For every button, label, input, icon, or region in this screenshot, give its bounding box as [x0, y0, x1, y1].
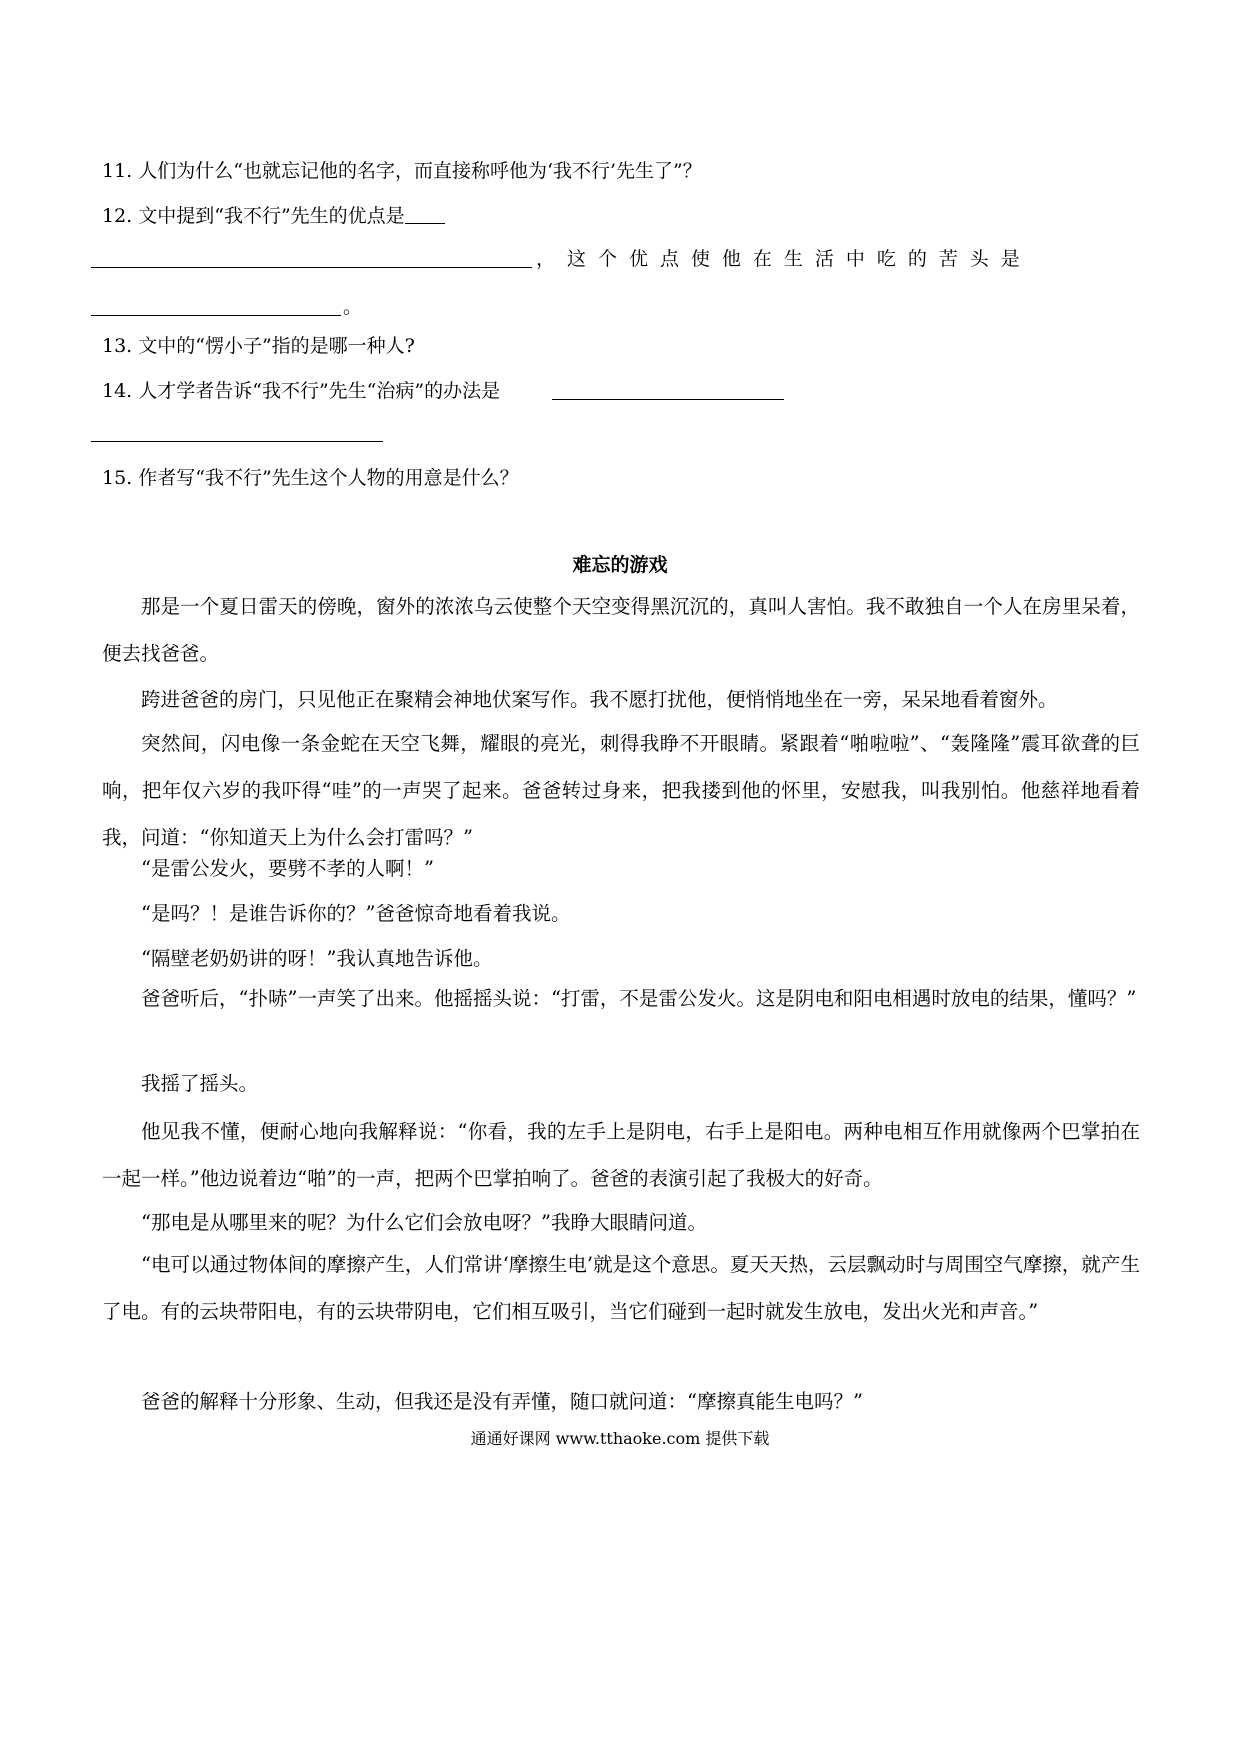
question-11: 11. 人们为什么“也就忘记他的名字，而直接称呼他为‘我不行’先生了”？: [102, 160, 702, 182]
answer-line[interactable]: [91, 267, 532, 268]
question-12: [102, 203, 445, 229]
question-12-char: 苦: [938, 248, 958, 270]
question-12-end: 。: [343, 296, 363, 318]
story-title: 难忘的游戏: [572, 554, 668, 576]
question-14: [102, 378, 500, 404]
story-paragraph-9: 他见我不懂，便耐心地向我解释说：“你看，我的左手上是阴电，右手上是阳电。两种电相互作用就像两个巴掌拍在一起一样。”他边说着边“啪”的一声，把两个巴掌拍响了。爸爸的表演引起了我极大的好奇。: [102, 1120, 1140, 1190]
story-paragraph-4: “是雷公发火，要劈不孝的人啊！”: [141, 857, 434, 880]
question-13: 13. 文中的“愣小子”指的是哪一种人?: [102, 335, 415, 357]
question-12-char: 这: [566, 248, 586, 270]
answer-line[interactable]: [91, 315, 341, 316]
question-15: 15. 作者写“我不行”先生这个人物的用意是什么？: [102, 467, 519, 489]
question-12-char: 是: [1000, 248, 1020, 270]
question-12-char: 优: [628, 248, 648, 270]
story-paragraph-10: “那电是从哪里来的呢？为什么它们会放电呀？”我睁大眼睛问道。: [141, 1211, 707, 1234]
story-paragraph-6: “隔壁老奶奶讲的呀！”我认真地告诉他。: [141, 947, 493, 970]
question-12-char: ，: [536, 248, 556, 270]
question-12-char: 个: [597, 248, 617, 270]
question-12-char: 生: [783, 248, 803, 270]
question-12-char: 点: [659, 248, 679, 270]
story-paragraph-1: 那是一个夏日雷天的傍晚，窗外的浓浓乌云使整个天空变得黑沉沉的，真叫人害怕。我不敢独自一个人在房里呆着，便去找爸爸。: [102, 595, 1140, 665]
question-14-text: 14. 人才学者告诉“我不行”先生“治病”的办法是: [102, 380, 501, 402]
question-12-continuation: [536, 246, 1020, 272]
answer-blank[interactable]: [405, 203, 445, 224]
question-12-char: 在: [752, 248, 772, 270]
question-12-char: 活: [814, 248, 834, 270]
page-footer: 通通好课网 www.tthaoke.com 提供下载: [470, 1429, 770, 1448]
question-12-char: 中: [845, 248, 865, 270]
question-12-char: 他: [721, 248, 741, 270]
story-paragraph-8: 我摇了摇头。: [141, 1072, 259, 1095]
story-paragraph-11: “电可以通过物体间的摩擦产生，人们常讲‘摩擦生电’就是这个意思。夏天天热，云层飘动时与周围空气摩擦，就产生了电。有的云块带阳电，有的云块带阴电，它们相互吸引，当它们碰到一起时就发生放电，发出火光和声音。”: [102, 1253, 1140, 1323]
question-12-char: 头: [969, 248, 989, 270]
question-12-text: 12. 文中提到“我不行”先生的优点是: [102, 205, 405, 227]
story-paragraph-7: 爸爸听后，“扑哧”一声笑了出来。他摇摇头说：“打雷，不是雷公发火。这是阴电和阳电相遇时放电的结果，懂吗？”: [141, 987, 1137, 1010]
story-paragraph-12: 爸爸的解释十分形象、生动，但我还是没有弄懂，随口就问道：“摩擦真能生电吗？”: [141, 1390, 863, 1413]
question-12-char: 使: [690, 248, 710, 270]
question-12-char: 吃: [876, 248, 896, 270]
answer-line[interactable]: [91, 441, 383, 442]
question-12-char: 的: [907, 248, 927, 270]
story-paragraph-3: 突然间，闪电像一条金蛇在天空飞舞，耀眼的亮光，刺得我睁不开眼睛。紧跟着“啪啦啦”、“轰隆隆”震耳欲聋的巨响，把年仅六岁的我吓得“哇”的一声哭了起来。爸爸转过身来，把我搂到他的怀里，安慰我，叫我别怕。他慈祥地看着我，问道：“你知道天上为什么会打雷吗？”: [102, 732, 1140, 849]
story-paragraph-2: 跨进爸爸的房门，只见他正在聚精会神地伏案写作。我不愿打扰他，便悄悄地坐在一旁，呆呆地看着窗外。: [141, 688, 1058, 711]
story-paragraph-5: “是吗？！是谁告诉你的？”爸爸惊奇地看着我说。: [141, 902, 571, 925]
answer-line[interactable]: [552, 399, 784, 400]
